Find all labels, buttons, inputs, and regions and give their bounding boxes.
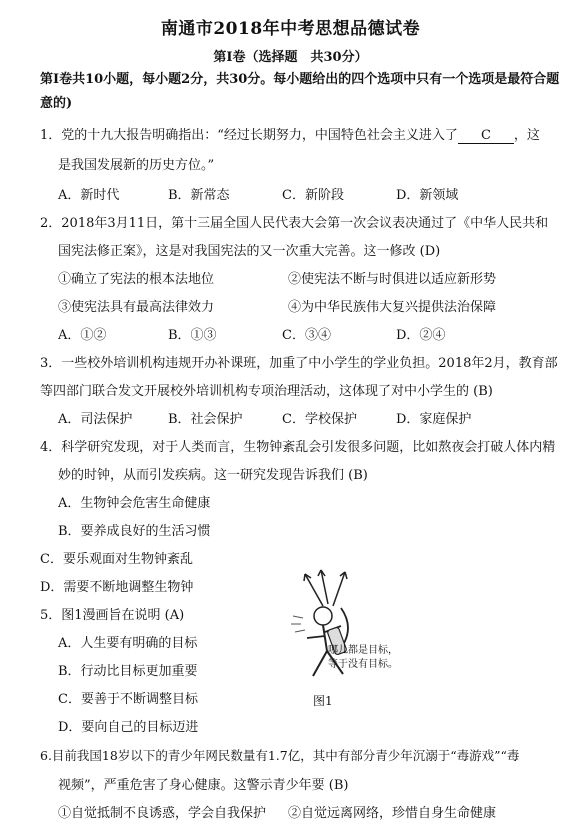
- q5-option-d: D．要向自己的目标迈进: [58, 720, 199, 735]
- q2-option-d: D．②④: [396, 328, 446, 343]
- instructions-line-1: 第Ⅰ卷共10小题，每小题2分，共30分。每小题给出的四个选项中只有一个选项是最符合题: [40, 72, 560, 87]
- section-heading: 第Ⅰ卷（选择题 共30分）: [213, 50, 368, 65]
- q6-item-1: ①自觉抵制不良诱惑，学会自我保护: [58, 806, 267, 821]
- q6-item-2: ②自觉远离网络，珍惜自身生命健康: [288, 806, 497, 821]
- q5-option-b: B．行动比目标更加重要: [58, 664, 198, 679]
- q2-option-b: B．①③: [168, 328, 217, 343]
- q3-option-b: B．社会保护: [168, 412, 243, 427]
- q6-stem-line-1: 6.目前我国18岁以下的青少年网民数量有1.7亿，其中有部分青少年沉溺于“毒游戏”“毒: [40, 748, 520, 763]
- q2-item-3: ③使宪法具有最高法律效力: [58, 300, 215, 315]
- q3-option-d: D．家庭保护: [396, 412, 472, 427]
- q4-stem-line-1: 4．科学研究发现，对于人类而言，生物钟紊乱会引发很多问题，比如熬夜会打破人体内精: [40, 440, 556, 455]
- q1-option-a: A．新时代: [58, 188, 120, 203]
- instructions-line-2: 意的): [40, 96, 73, 111]
- cartoon-caption-line-2: 等于没有目标。: [328, 659, 398, 670]
- exam-title: 南通市2018年中考思想品德试卷: [160, 19, 421, 39]
- q2-options: [58, 324, 538, 342]
- q2-item-4: ④为中华民族伟大复兴提供法治保障: [288, 300, 497, 315]
- q1-option-b: B．新常态: [168, 188, 230, 203]
- q3-option-c: C．学校保护: [282, 412, 357, 427]
- q3-stem-line-1: 3．一些校外培训机构违规开办补课班，加重了中小学生的学业负担。2018年2月，教育部: [40, 356, 558, 371]
- q3-options: [58, 408, 538, 426]
- q1-stem-line-1: [40, 124, 540, 144]
- q4-stem-line-2: 妙的时钟，从而引发疾病。这一研究发现告诉我们 (B): [58, 468, 368, 483]
- q2-option-a: A．①②: [58, 328, 107, 343]
- q6-stem-line-2: 视频”，严重危害了身心健康。这警示青少年要 (B): [58, 778, 349, 793]
- q1-stem-line-2: 是我国发展新的历史方位。”: [58, 158, 215, 173]
- q2-item-2: ②使宪法不断与时俱进以适应新形势: [288, 272, 497, 287]
- q2-stem-line-2: 国宪法修正案》，这是对我国宪法的又一次重大完善。这一修改 (D): [58, 244, 441, 259]
- q1-stem-post: ，这: [513, 128, 540, 143]
- q1-option-d: D．新领域: [396, 188, 459, 203]
- q1-answer-blank: C: [458, 128, 514, 144]
- q2-item-1: ①确立了宪法的根本法地位: [58, 272, 215, 287]
- figure-label: 图1: [313, 694, 333, 708]
- cartoon-caption-line-1: 哪儿都是目标，: [328, 645, 398, 656]
- q4-option-c: C．要乐观面对生物钟紊乱: [40, 552, 193, 567]
- q4-option-b: B．要养成良好的生活习惯: [58, 524, 211, 539]
- q3-option-a: A．司法保护: [58, 412, 133, 427]
- q4-option-a: A．生物钟会危害生命健康: [58, 496, 211, 511]
- q1-option-c: C．新阶段: [282, 188, 344, 203]
- q5-option-a: A．人生要有明确的目标: [58, 636, 198, 651]
- q2-stem-line-1: 2．2018年3月11日，第十三届全国人民代表大会第一次会议表决通过了《中华人民共和: [40, 216, 549, 231]
- q5-stem: 5．图1漫画旨在说明 (A): [40, 608, 185, 623]
- q3-stem-line-2: 等四部门联合发文开展校外培训机构专项治理活动，这体现了对中小学生的 (B): [40, 384, 493, 399]
- q1-stem-pre: 1．党的十九大报告明确指出：“经过长期努力，中国特色社会主义进入了: [40, 128, 458, 143]
- q5-option-c: C．要善于不断调整目标: [58, 692, 198, 707]
- q4-option-d: D．需要不断地调整生物钟: [40, 580, 194, 595]
- q2-option-c: C．③④: [282, 328, 331, 343]
- q1-options: [58, 184, 538, 202]
